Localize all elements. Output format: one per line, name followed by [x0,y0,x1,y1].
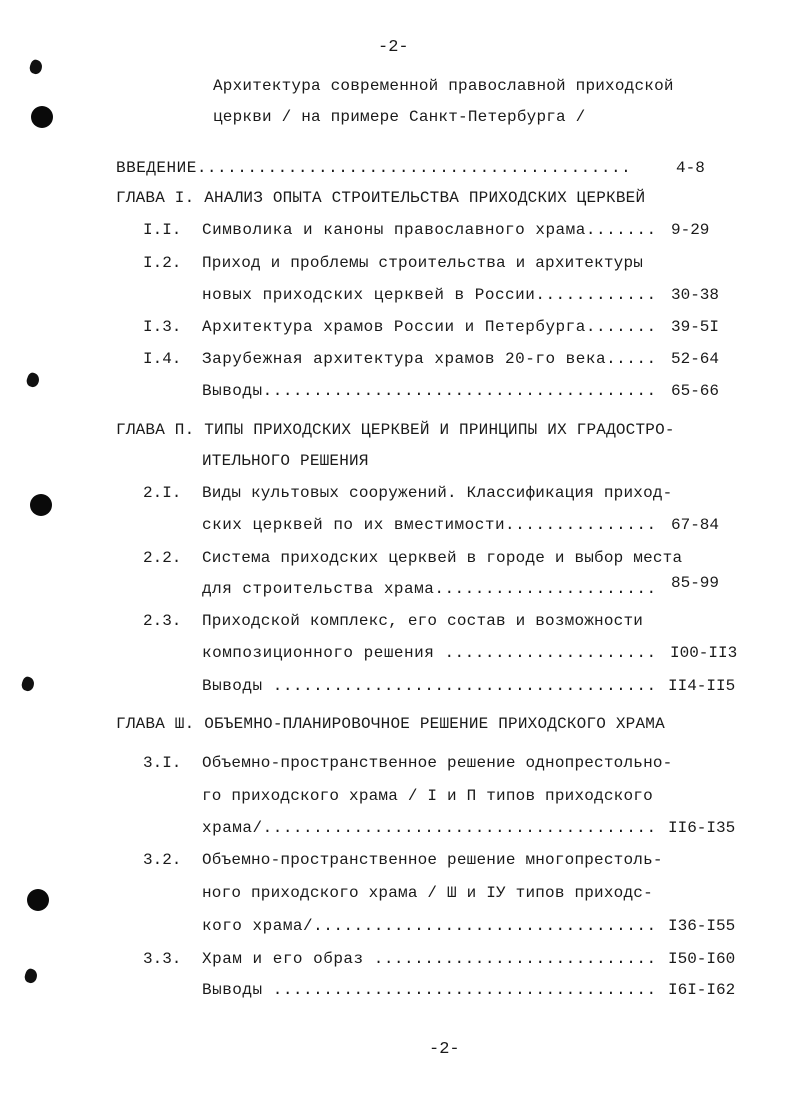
document-title-line-1: Архитектура современной православной приходской [213,77,674,95]
toc-pages: 30-38 [671,286,720,304]
toc-section-number: 2.2. [143,549,182,567]
toc-pages: I36-I55 [668,917,736,935]
toc-entry-conclusions: Выводы....................................... [202,382,657,400]
toc-entry-continued: кого храма/.................................. [202,917,657,935]
toc-entry-continued: ного приходского храма / Ш и IУ типов приходс- [202,884,653,902]
toc-pages: 39-5I [671,318,720,336]
toc-pages: 4-8 [676,159,705,177]
toc-entry: Объемно-пространственное решение многопрестоль- [202,851,663,869]
toc-pages: 85-99 [671,574,720,592]
toc-pages: II4-II5 [668,677,736,695]
toc-pages: 52-64 [671,350,720,368]
toc-section-number: I.I. [143,221,182,239]
toc-pages: I50-I60 [668,950,736,968]
toc-pages: II6-I35 [668,819,736,837]
binder-hole [31,106,53,128]
toc-entry: Приход и проблемы строительства и архитектуры [202,254,644,272]
toc-pages: 9-29 [671,221,710,239]
punch-mark [25,371,41,388]
toc-entry: Архитектура храмов России и Петербурга....... [202,318,657,336]
toc-entry: Объемно-пространственное решение однопрестольно- [202,754,673,772]
toc-entry-conclusions: Выводы ...................................... [202,677,657,695]
toc-section-number: 2.I. [143,484,182,502]
toc-section-number: I.2. [143,254,182,272]
page-number-bottom: -2- [429,1040,460,1059]
toc-section-number: 2.3. [143,612,182,630]
binder-hole [27,889,49,911]
toc-entry-continued: новых приходских церквей в России............ [202,286,657,304]
toc-entry: Виды культовых сооружений. Классификация приход- [202,484,673,502]
toc-chapter-2: ГЛАВА П. ТИПЫ ПРИХОДСКИХ ЦЕРКВЕЙ И ПРИНЦИПЫ ИХ ГРАДОСТРО- [116,421,675,439]
toc-section-number: I.4. [143,350,182,368]
punch-mark [20,675,36,692]
page-number-top: -2- [378,38,409,57]
toc-entry-continued: храма/....................................... [202,819,657,837]
toc-entry-conclusions: Выводы ...................................... [202,981,657,999]
punch-mark [28,58,44,75]
toc-entry-continued: ских церквей по их вместимости............... [202,516,657,534]
toc-section-number: I.3. [143,318,182,336]
toc-pages: 65-66 [671,382,720,400]
toc-entry: Приходской комплекс, его состав и возможности [202,612,644,630]
toc-entry-introduction: ВВЕДЕНИЕ........................................... [116,159,632,177]
document-title-line-2: церкви / на примере Санкт-Петербурга / [213,108,586,126]
toc-chapter-1: ГЛАВА I. АНАЛИЗ ОПЫТА СТРОИТЕЛЬСТВА ПРИХОДСКИХ ЦЕРКВЕЙ [116,189,646,207]
toc-entry: Зарубежная архитектура храмов 20-го века..... [202,350,657,368]
binder-hole [30,494,52,516]
toc-chapter-3: ГЛАВА Ш. ОБЪЕМНО-ПЛАНИРОВОЧНОЕ РЕШЕНИЕ ПРИХОДСКОГО ХРАМА [116,715,665,733]
toc-pages: I00-II3 [670,644,738,662]
toc-entry: Храм и его образ ............................ [202,950,657,968]
toc-entry-continued: для строительства храма...................... [202,580,657,598]
toc-entry-continued: го приходского храма / I и П типов приходского [202,787,653,805]
toc-chapter-2-continued: ИТЕЛЬНОГО РЕШЕНИЯ [202,452,369,470]
toc-pages: 67-84 [671,516,720,534]
punch-mark [23,967,39,984]
toc-section-number: 3.3. [143,950,182,968]
toc-entry: Система приходских церквей в городе и выбор места [202,549,683,567]
toc-entry-continued: композиционного решения ..................... [202,644,657,662]
toc-section-number: 3.2. [143,851,182,869]
toc-pages: I6I-I62 [668,981,736,999]
toc-entry: Символика и каноны православного храма....... [202,221,657,239]
toc-section-number: 3.I. [143,754,182,772]
